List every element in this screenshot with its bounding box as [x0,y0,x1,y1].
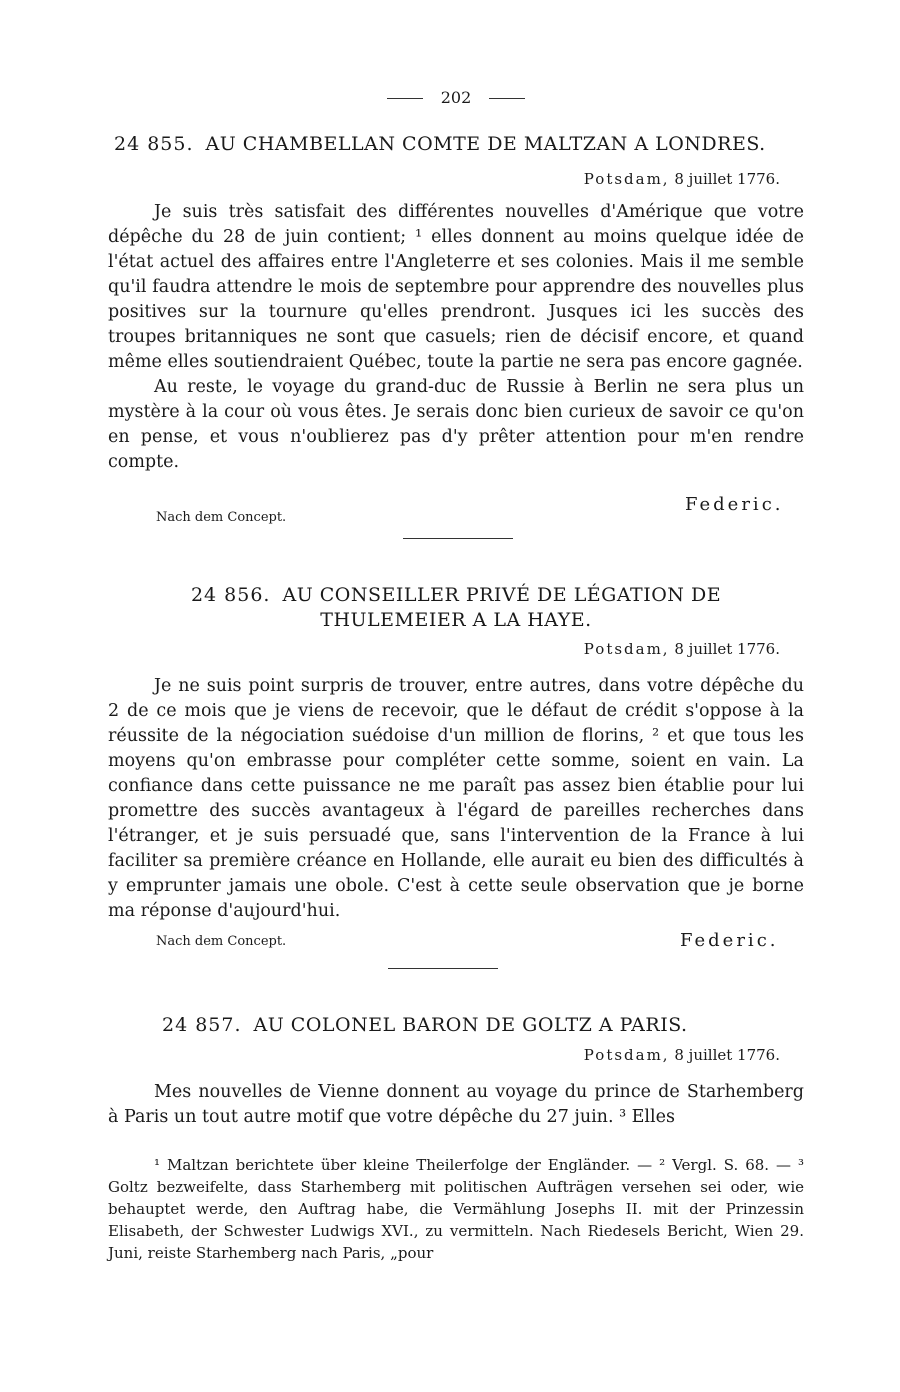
letter-number: 24 857. [162,1014,242,1036]
dateline [584,640,780,658]
dateline-date: 8 juillet 1776. [674,640,780,658]
letter-title: AU COLONEL BARON DE GOLTZ A PARIS. [253,1014,688,1036]
letter-body [108,200,804,475]
footnote-text: ¹ Maltzan berichtete über kleine Theilerfolge der Engländer. — ² Vergl. S. 68. — ³ Goltz bezweifelte, dass Starhemberg mit politischen Aufträgen versehen sei oder, wie behauptet werde, den Auftrag habe, die Vermählung Josephs II. mit der Prinzessin Elisabeth, der Schwester Ludwigs XVI., zu vermitteln. Nach Riedesels Bericht, Wien 29. Juni, reiste Starhemberg nach Paris, „pour [108,1156,804,1262]
dateline-place: Potsdam, [583,640,670,658]
dateline-date: 8 juillet 1776. [674,1046,780,1064]
signature: Federic. [680,930,779,951]
dateline-date: 8 juillet 1776. [674,170,780,188]
letter-heading-24856 [108,584,804,606]
paragraph: Je ne suis point surpris de trouver, entre autres, dans votre dépêche du 2 de ce mois que je viens de recevoir, que le défaut de crédit s'oppose à la réussite de la négociation suédoise d'un million de florins, ² et que tous les moyens qu'on embrasse pour compléter cette somme, soient en vain. La confiance dans cette puissance ne me paraît pas assez bien établie pour lui promettre des succès avantageux à l'égard de pareilles recherches dans l'étranger, et je suis persuadé que, sans l'intervention de la France à lui faciliter sa première créance en Hollande, elle aurait eu bien des difficultés à y emprunter jamais une obole. C'est à cette seule observation que je borne ma réponse d'aujourd'hui. [108,676,804,921]
footnotes [108,1154,804,1264]
letter-heading-24856-line2 [108,609,804,631]
letter-body [108,1080,804,1130]
dateline-place: Potsdam, [583,170,670,188]
paragraph: Je suis très satisfait des différentes nouvelles d'Amérique que votre dépêche du 28 de juin contient; ¹ elles donnent au moins quelque idée de l'état actuel des affaires entre l'Angleterre et ses colonies. Mais il me semble qu'il faudra attendre le mois de septembre pour apprendre des nouvelles plus positives sur la tournure qu'elles prendront. Jusques ici les succès des troupes britanniques ne sont que casuels; rien de décisif encore, et quand même elles soutiendraient Québec, toute la partie ne sera pas encore gagnée. [108,202,804,372]
letter-heading-24857 [162,1014,688,1036]
source-note: Nach dem Concept. [156,934,287,949]
dateline [584,1046,780,1064]
page-number-text: 202 [440,88,472,107]
signature: Federic. [685,494,784,515]
page-number-rule-right [489,98,525,99]
letter-title-line1: AU CONSEILLER PRIVÉ DE LÉGATION DE [282,584,722,606]
letter-title: AU CHAMBELLAN COMTE DE MALTZAN A LONDRES. [205,133,766,155]
dateline-place: Potsdam, [583,1046,670,1064]
paragraph: Au reste, le voyage du grand-duc de Russie à Berlin ne sera plus un mystère à la cour où vous êtes. Je serais donc bien curieux de savoir ce qu'on en pense, et vous n'oublierez pas d'y prêter attention pour m'en rendre compte. [108,377,804,472]
paragraph: Mes nouvelles de Vienne donnent au voyage du prince de Starhemberg à Paris un tout autre motif que votre dépêche du 27 juin. ³ Elles [108,1082,804,1127]
section-divider [403,538,513,539]
section-divider [388,968,498,969]
dateline [584,170,780,188]
letter-number: 24 855. [114,133,194,155]
page-number [108,88,804,107]
letter-body [108,674,804,924]
letter-heading-24855 [114,133,766,155]
source-note: Nach dem Concept. [156,510,287,525]
letter-title-line2: THULEMEIER A LA HAYE. [320,609,592,631]
page-number-rule-left [387,98,423,99]
letter-number: 24 856. [190,584,271,606]
